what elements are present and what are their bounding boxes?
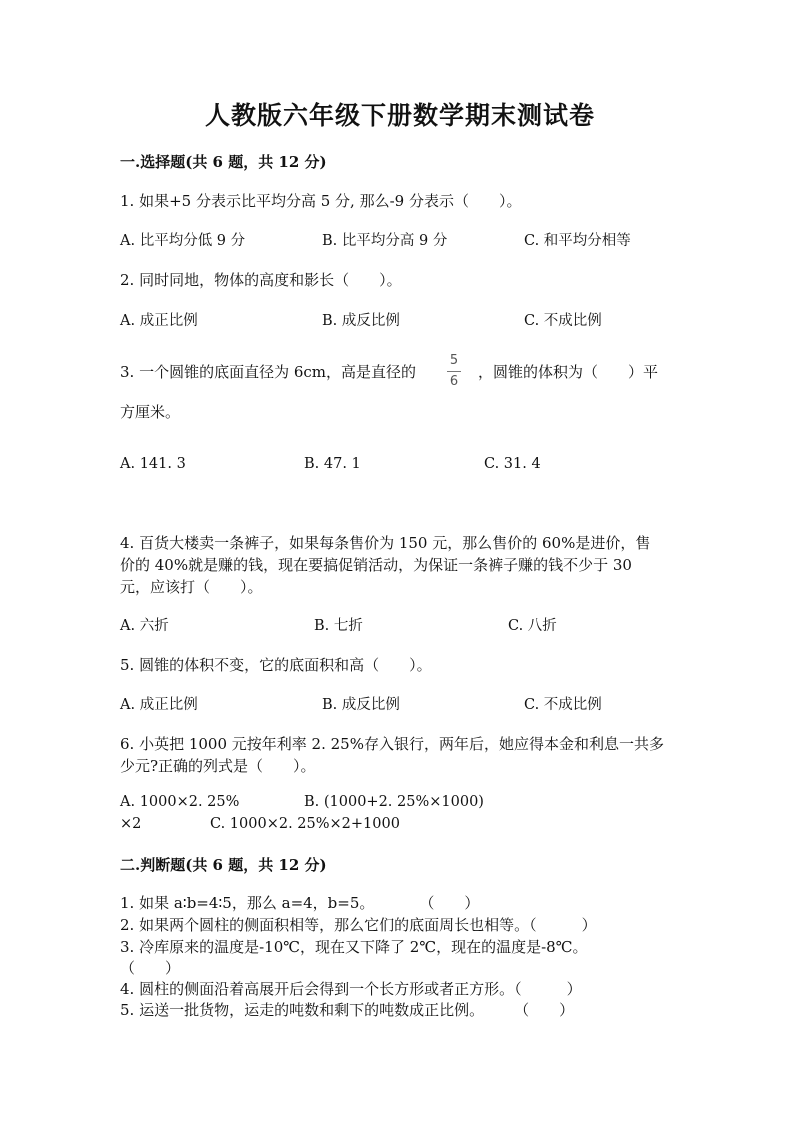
question-5-option-c: C. 不成比例 [524,697,602,713]
question-2-stem: 2. 同时同地，物体的高度和影长（ ）。 [120,271,402,289]
question-5-stem: 5. 圆锥的体积不变，它的底面积和高（ ）。 [120,656,432,674]
question-3-option-b: B. 47. 1 [304,456,361,472]
question-5-option-b: B. 成反比例 [322,697,400,713]
question-3-option-a: A. 141. 3 [120,456,186,472]
exam-title: 人教版六年级下册数学期末测试卷 [204,101,595,130]
judgement-3-line1: 3. 冷库原来的温度是-10℃，现在又下降了 2℃，现在的温度是-8℃。 [120,938,588,956]
fraction-five-sixths [447,352,461,391]
question-4-line3: 元，应该打（ ）。 [120,578,263,596]
question-6-option-b-continued: ×2 [120,816,142,832]
question-1-option-a: A. 比平均分低 9 分 [120,233,246,249]
question-4-option-b: B. 七折 [314,618,363,634]
question-4-option-c: C. 八折 [508,618,557,634]
question-1-option-b: B. 比平均分高 9 分 [322,233,448,249]
section-heading-judgement: 二.判断题(共 6 题，共 12 分) [120,856,327,874]
section-heading-choice: 一.选择题(共 6 题，共 12 分) [120,153,327,171]
question-1-option-c: C. 和平均分相等 [524,233,631,249]
question-6-option-b: B. (1000+2. 25%×1000) [304,794,484,810]
question-6-line1: 6. 小英把 1000 元按年利率 2. 25%存入银行，两年后，她应得本金和利息一共多 [120,735,664,753]
fraction-bar [447,371,461,372]
fraction-numerator: 5 [449,353,459,368]
question-6-option-a: A. 1000×2. 25% [120,794,240,810]
question-4-line2: 价的 40%就是赚的钱，现在要搞促销活动，为保证一条裤子赚的钱不少于 30 [120,556,632,574]
judgement-4: 4. 圆柱的侧面沿着高展开后会得到一个长方形或者正方形。（ ） [120,980,582,998]
judgement-2: 2. 如果两个圆柱的侧面积相等，那么它们的底面周长也相等。（ ） [120,916,597,934]
question-4-option-a: A. 六折 [120,618,169,634]
question-2-option-a: A. 成正比例 [120,313,198,329]
judgement-5: 5. 运送一批货物，运走的吨数和剩下的吨数成正比例。 （ ） [120,1001,575,1019]
judgement-1: 1. 如果 a∶b=4∶5，那么 a=4，b=5。 （ ） [120,894,480,912]
question-3-option-c: C. 31. 4 [484,456,541,472]
question-1-stem: 1. 如果+5 分表示比平均分高 5 分, 那么-9 分表示（ ）。 [120,192,522,210]
question-3-stem-line2: 方厘米。 [120,403,181,421]
question-5-option-a: A. 成正比例 [120,697,198,713]
question-6-line2: 少元?正确的列式是（ ）。 [120,757,316,775]
question-2-option-b: B. 成反比例 [322,313,400,329]
judgement-3-line2: （ ） [120,959,181,977]
fraction-denominator: 6 [449,374,459,389]
question-3-stem-part2: ，圆锥的体积为（ ）平 [478,363,659,381]
question-4-line1: 4. 百货大楼卖一条裤子，如果每条售价为 150 元，那么售价的 60%是进价，售 [120,534,651,552]
question-6-option-c: C. 1000×2. 25%×2+1000 [210,816,400,832]
question-2-option-c: C. 不成比例 [524,313,602,329]
question-3-stem-part1: 3. 一个圆锥的底面直径为 6cm，高是直径的 [120,363,417,381]
